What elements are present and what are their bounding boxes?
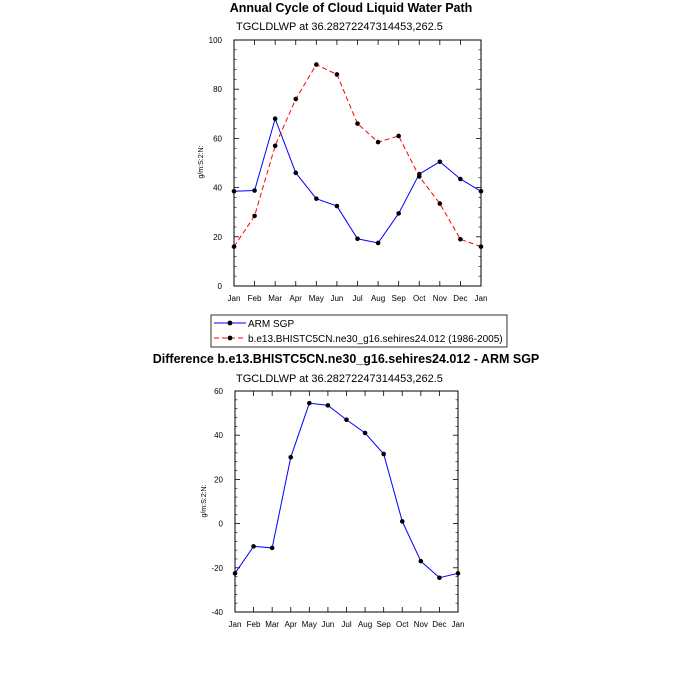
x-tick-label: Dec [432, 620, 447, 629]
x-tick-label: Jan [228, 620, 242, 629]
data-point [376, 241, 381, 246]
x-tick-label: Apr [289, 294, 302, 303]
y-tick-label: -40 [211, 608, 223, 617]
x-tick-label: Nov [432, 294, 447, 303]
chart2-y-tick-labels [211, 387, 223, 617]
x-tick-label: Mar [268, 294, 283, 303]
y-tick-label: 0 [218, 519, 223, 529]
y-tick-label: 100 [208, 36, 222, 45]
x-tick-label: Feb [246, 620, 261, 629]
y-tick-label: 40 [213, 183, 222, 193]
data-point [293, 97, 298, 102]
series-line-0 [235, 403, 458, 578]
data-point [376, 140, 381, 145]
chart1-x-tick-labels [228, 294, 488, 303]
chart1-y-tick-labels [209, 36, 223, 291]
chart2-plot-frame [235, 391, 458, 612]
y-tick-label: 80 [213, 85, 222, 95]
legend-marker-model [228, 336, 233, 341]
y-tick-label: 0 [217, 282, 222, 291]
chart2-subtitle: TGCLDLWP at 36.28272247314453,262.5 [236, 373, 443, 385]
x-tick-label: Aug [357, 620, 373, 629]
data-point [438, 159, 443, 164]
y-tick-label: 60 [213, 134, 222, 144]
y-tick-label: 20 [213, 232, 222, 242]
x-tick-label: Feb [247, 294, 262, 303]
data-point [314, 196, 319, 201]
data-point [458, 237, 463, 242]
chart1-ticks [234, 40, 481, 286]
data-point [251, 544, 256, 549]
data-point [252, 214, 257, 219]
x-tick-label: Jul [341, 620, 352, 629]
data-point [396, 211, 401, 216]
data-point [314, 62, 319, 67]
data-point [381, 452, 386, 457]
x-tick-label: Oct [396, 620, 409, 629]
x-tick-label: Jul [352, 294, 363, 303]
legend-marker-arm-sgp [228, 321, 233, 326]
data-point [355, 236, 360, 241]
chart1-series [232, 62, 484, 249]
chart2-x-tick-labels [229, 620, 465, 629]
x-tick-label: Nov [413, 620, 428, 629]
x-tick-label: May [308, 294, 324, 303]
data-point [400, 519, 405, 524]
y-tick-label: -20 [211, 563, 223, 573]
data-point [270, 546, 275, 551]
x-tick-label: May [301, 620, 317, 629]
data-point [419, 559, 424, 564]
data-point [437, 575, 442, 580]
chart1-ylabel: g/m:S:2:N: [198, 145, 205, 179]
series-line-0 [234, 119, 481, 243]
chart1-subtitle: TGCLDLWP at 36.28272247314453,262.5 [236, 21, 443, 33]
data-point [355, 121, 360, 126]
data-point [363, 431, 368, 436]
x-tick-label: Mar [265, 620, 280, 629]
data-point [335, 72, 340, 77]
chart1-plot-frame [234, 40, 481, 286]
chart2-title: Difference b.e13.BHISTC5CN.ne30_g16.sehires24.012 - ARM SGP [152, 352, 540, 366]
series-line-1 [234, 65, 481, 247]
data-point [307, 401, 312, 406]
x-tick-label: Sep [376, 620, 391, 629]
chart1-legend [211, 315, 507, 347]
legend-label-arm-sgp: ARM SGP [248, 319, 295, 330]
data-point [396, 134, 401, 139]
x-tick-label: Jan [474, 294, 488, 303]
chart1-title: Annual Cycle of Cloud Liquid Water Path [229, 1, 473, 15]
x-tick-label: Oct [413, 294, 426, 303]
y-tick-label: 40 [214, 431, 223, 441]
chart2-ticks [235, 391, 458, 612]
x-tick-label: Jan [227, 294, 241, 303]
data-point [335, 204, 340, 209]
data-point [273, 143, 278, 148]
data-point [458, 177, 463, 182]
data-point [326, 403, 331, 408]
data-point [417, 174, 422, 179]
x-tick-label: Apr [284, 620, 297, 629]
data-point [293, 171, 298, 176]
y-tick-label: 60 [214, 387, 223, 396]
data-point [273, 116, 278, 121]
x-tick-label: Dec [453, 294, 468, 303]
chart2-series [233, 401, 461, 580]
chart2-ylabel: g/m:S:2:N: [201, 484, 208, 518]
x-tick-label: Sep [391, 294, 406, 303]
data-point [438, 201, 443, 206]
x-tick-label: Jun [321, 620, 335, 629]
legend-label-model: b.e13.BHISTC5CN.ne30_g16.sehires24.012 (1986-2005) [248, 334, 503, 345]
data-point [344, 417, 349, 422]
x-tick-label: Aug [370, 294, 386, 303]
panel-annual-cycle [198, 1, 507, 347]
panel-difference [153, 352, 540, 629]
y-tick-label: 20 [214, 475, 223, 485]
data-point [252, 188, 257, 193]
x-tick-label: Jun [330, 294, 344, 303]
data-point [288, 455, 293, 460]
x-tick-label: Jan [451, 620, 465, 629]
